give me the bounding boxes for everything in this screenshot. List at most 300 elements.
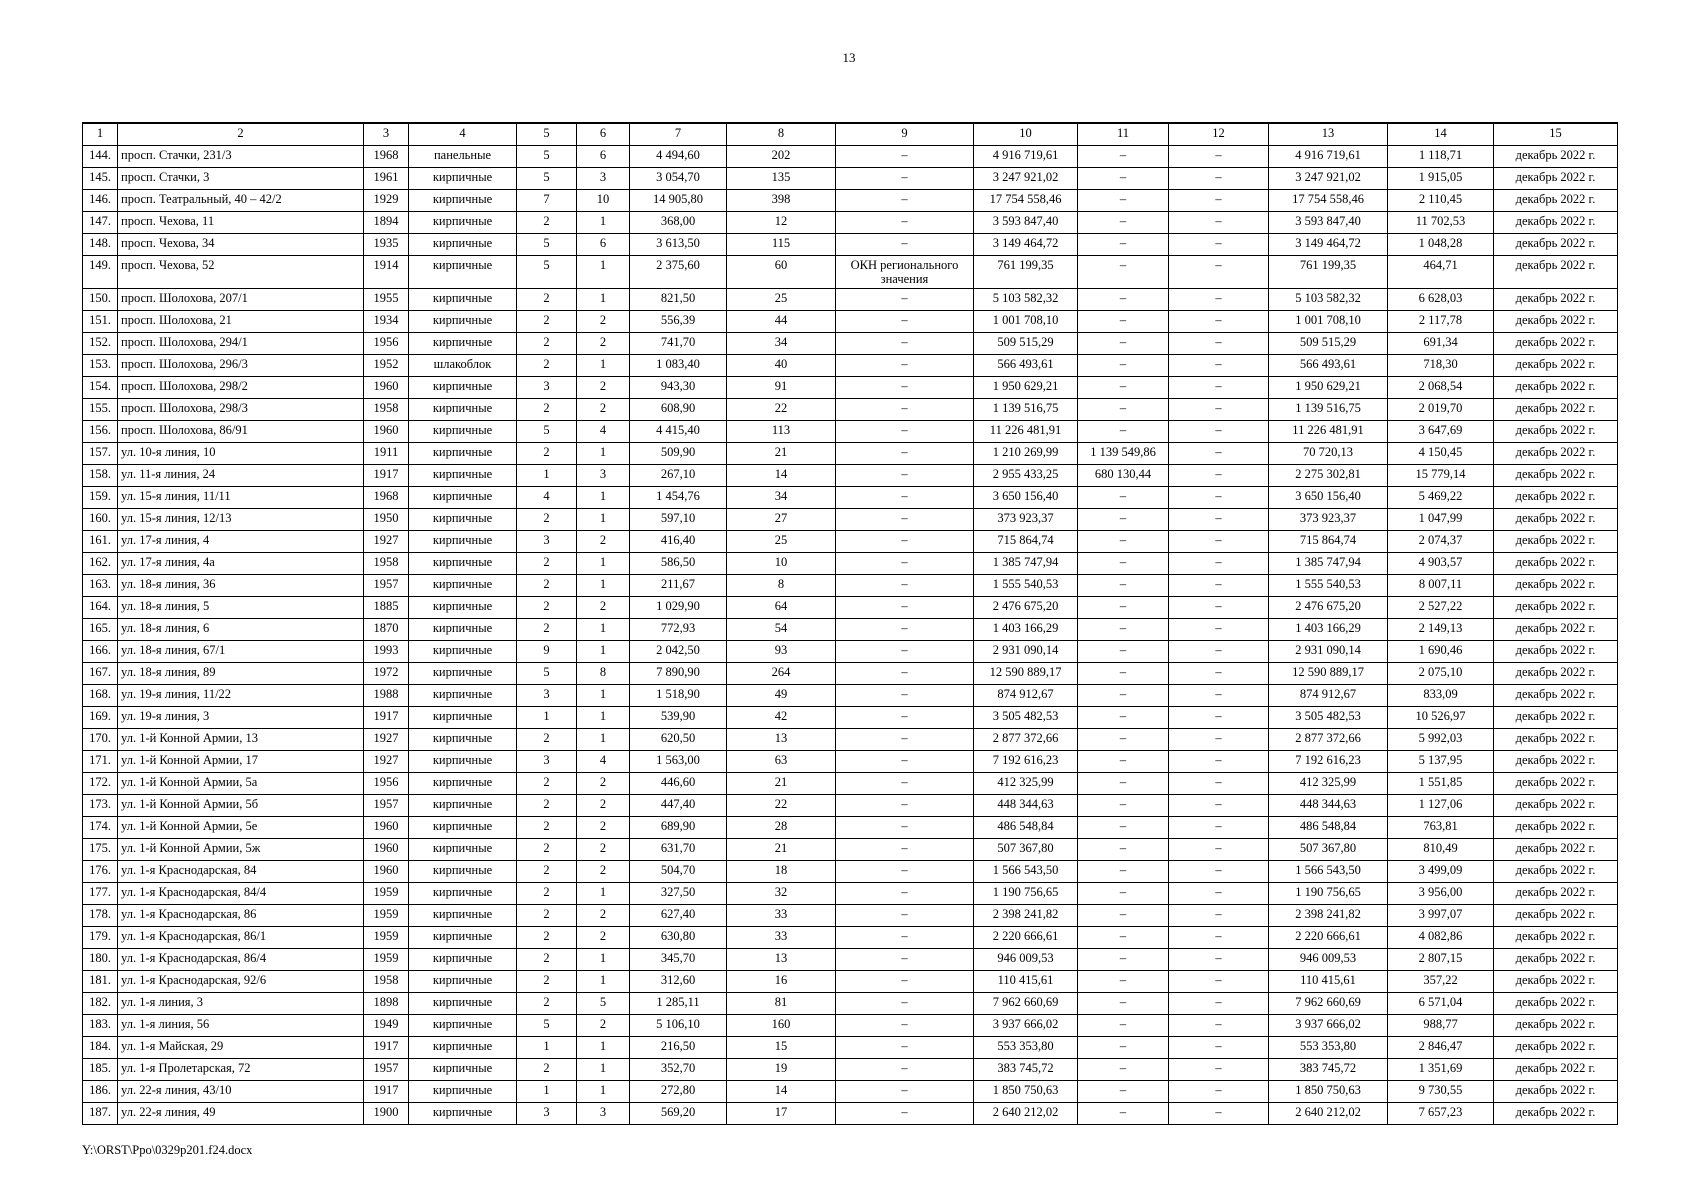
table-cell: – — [1078, 839, 1169, 861]
table-row — [83, 311, 1618, 333]
table-cell: 1 563,00 — [630, 751, 727, 773]
table-cell: – — [1078, 146, 1169, 168]
table-cell: 1927 — [364, 729, 409, 751]
table-cell: 2 — [577, 861, 630, 883]
table-cell: 22 — [727, 399, 836, 421]
table-cell: 2 — [577, 597, 630, 619]
table-cell: ул. 1-я Краснодарская, 86 — [118, 905, 364, 927]
table-cell: 1 139 516,75 — [1269, 399, 1388, 421]
table-cell: – — [1078, 333, 1169, 355]
table-cell: 412 325,99 — [974, 773, 1078, 795]
table-cell: 2 074,37 — [1388, 531, 1494, 553]
table-cell: 2 846,47 — [1388, 1037, 1494, 1059]
table-cell: – — [1078, 597, 1169, 619]
table-cell: – — [836, 168, 974, 190]
table-cell: кирпичные — [409, 509, 517, 531]
table-cell: 9 730,55 — [1388, 1081, 1494, 1103]
table-cell: 5 103 582,32 — [1269, 289, 1388, 311]
table-cell: – — [836, 861, 974, 883]
table-cell: 1968 — [364, 487, 409, 509]
table-cell: 153. — [83, 355, 118, 377]
table-row — [83, 465, 1618, 487]
table-cell: – — [836, 619, 974, 641]
table-cell: 1960 — [364, 377, 409, 399]
table-cell: 170. — [83, 729, 118, 751]
table-cell: декабрь 2022 г. — [1494, 421, 1618, 443]
table-cell: – — [1169, 421, 1269, 443]
table-cell: декабрь 2022 г. — [1494, 1015, 1618, 1037]
table-cell: 509 515,29 — [1269, 333, 1388, 355]
table-cell: декабрь 2022 г. — [1494, 861, 1618, 883]
table-cell: – — [1169, 1081, 1269, 1103]
table-cell: декабрь 2022 г. — [1494, 509, 1618, 531]
table-row — [83, 575, 1618, 597]
table-cell: 539,90 — [630, 707, 727, 729]
table-cell: 1 — [577, 883, 630, 905]
table-cell: 1 385 747,94 — [1269, 553, 1388, 575]
table-cell: кирпичные — [409, 443, 517, 465]
table-row — [83, 487, 1618, 509]
table-cell: 946 009,53 — [1269, 949, 1388, 971]
table-cell: – — [836, 685, 974, 707]
table-cell: 368,00 — [630, 212, 727, 234]
table-cell: кирпичные — [409, 927, 517, 949]
table-cell: 149. — [83, 256, 118, 289]
table-cell: – — [836, 212, 974, 234]
page-number: 13 — [842, 50, 856, 65]
table-cell: 158. — [83, 465, 118, 487]
table-cell: 2 — [517, 971, 577, 993]
table-cell: декабрь 2022 г. — [1494, 685, 1618, 707]
table-cell: – — [836, 377, 974, 399]
table-cell: 761 199,35 — [974, 256, 1078, 289]
table-cell: 2 — [517, 311, 577, 333]
table-row — [83, 168, 1618, 190]
table-cell: 7 192 616,23 — [974, 751, 1078, 773]
table-row — [83, 795, 1618, 817]
table-row — [83, 190, 1618, 212]
table-body — [83, 146, 1618, 1125]
table-cell: 2 068,54 — [1388, 377, 1494, 399]
table-cell: 3 — [517, 377, 577, 399]
table-cell: 49 — [727, 685, 836, 707]
table-cell: кирпичные — [409, 817, 517, 839]
table-cell: 3 937 666,02 — [974, 1015, 1078, 1037]
table-cell: 507 367,80 — [1269, 839, 1388, 861]
table-cell: 167. — [83, 663, 118, 685]
table-cell: – — [1169, 751, 1269, 773]
table-cell: – — [1169, 597, 1269, 619]
table-cell: – — [836, 509, 974, 531]
column-header: 12 — [1169, 123, 1269, 146]
table-cell: 1917 — [364, 465, 409, 487]
table-cell: 3 956,00 — [1388, 883, 1494, 905]
table-cell: кирпичные — [409, 751, 517, 773]
table-cell: 25 — [727, 531, 836, 553]
table-cell: 1 850 750,63 — [1269, 1081, 1388, 1103]
table-cell: ул. 19-я линия, 11/22 — [118, 685, 364, 707]
table-cell: ул. 11-я линия, 24 — [118, 465, 364, 487]
table-cell: 5 469,22 — [1388, 487, 1494, 509]
table-cell: 448 344,63 — [1269, 795, 1388, 817]
table-cell: 1 — [577, 641, 630, 663]
table-cell: – — [1078, 399, 1169, 421]
table-cell: просп. Шолохова, 298/2 — [118, 377, 364, 399]
table-cell: – — [1169, 707, 1269, 729]
table-cell: 2 — [577, 399, 630, 421]
table-row — [83, 531, 1618, 553]
table-cell: 10 — [727, 553, 836, 575]
table-cell: 187. — [83, 1103, 118, 1125]
table-cell: 2 — [577, 1015, 630, 1037]
table-cell: 383 745,72 — [974, 1059, 1078, 1081]
table-cell: – — [1078, 795, 1169, 817]
table-cell: 267,10 — [630, 465, 727, 487]
table-cell: 40 — [727, 355, 836, 377]
table-cell: 135 — [727, 168, 836, 190]
table-cell: 1 — [577, 289, 630, 311]
table-cell: декабрь 2022 г. — [1494, 355, 1618, 377]
table-cell: – — [836, 553, 974, 575]
table-cell: 151. — [83, 311, 118, 333]
column-header: 4 — [409, 123, 517, 146]
table-cell: 4 — [577, 421, 630, 443]
table-cell: 146. — [83, 190, 118, 212]
table-cell: декабрь 2022 г. — [1494, 817, 1618, 839]
table-cell: декабрь 2022 г. — [1494, 399, 1618, 421]
table-cell: просп. Чехова, 11 — [118, 212, 364, 234]
table-cell: 1 385 747,94 — [974, 553, 1078, 575]
table-cell: – — [1169, 256, 1269, 289]
table-cell: кирпичные — [409, 773, 517, 795]
table-cell: 1961 — [364, 168, 409, 190]
table-cell: ул. 1-я Краснодарская, 86/1 — [118, 927, 364, 949]
table-row — [83, 421, 1618, 443]
table-cell: 11 226 481,91 — [974, 421, 1078, 443]
table-cell: 2 398 241,82 — [974, 905, 1078, 927]
table-cell: 70 720,13 — [1269, 443, 1388, 465]
table-cell: 162. — [83, 553, 118, 575]
table-cell: 1870 — [364, 619, 409, 641]
table-cell: 1 915,05 — [1388, 168, 1494, 190]
table-cell: шлакоблок — [409, 355, 517, 377]
table-cell: – — [1078, 663, 1169, 685]
table-row — [83, 1059, 1618, 1081]
table-cell: – — [836, 993, 974, 1015]
table-cell: – — [1169, 311, 1269, 333]
table-cell: – — [836, 531, 974, 553]
table-cell: 2 955 433,25 — [974, 465, 1078, 487]
table-cell: 2 — [517, 597, 577, 619]
table-cell: 3 247 921,02 — [1269, 168, 1388, 190]
table-cell: 4 916 719,61 — [1269, 146, 1388, 168]
table-cell: 1 139 549,86 — [1078, 443, 1169, 465]
table-row — [83, 729, 1618, 751]
table-cell: 2 640 212,02 — [974, 1103, 1078, 1125]
table-cell: декабрь 2022 г. — [1494, 531, 1618, 553]
table-cell: – — [1078, 641, 1169, 663]
table-cell: 202 — [727, 146, 836, 168]
table-cell: – — [1169, 234, 1269, 256]
column-header: 9 — [836, 123, 974, 146]
table-cell: кирпичные — [409, 861, 517, 883]
table-cell: 180. — [83, 949, 118, 971]
table-cell: кирпичные — [409, 289, 517, 311]
table-cell: 2 — [517, 949, 577, 971]
table-cell: 4 150,45 — [1388, 443, 1494, 465]
table-cell: 17 754 558,46 — [974, 190, 1078, 212]
table-cell: 2 — [577, 531, 630, 553]
table-cell: 163. — [83, 575, 118, 597]
table-cell: 2 — [517, 1059, 577, 1081]
table-cell: 448 344,63 — [974, 795, 1078, 817]
table-cell: 2 — [517, 619, 577, 641]
table-cell: кирпичные — [409, 1059, 517, 1081]
table-cell: – — [1169, 839, 1269, 861]
table-cell: 3 — [577, 465, 630, 487]
table-cell: – — [1169, 1103, 1269, 1125]
table-cell: ул. 22-я линия, 49 — [118, 1103, 364, 1125]
table-cell: кирпичные — [409, 993, 517, 1015]
table-cell: 3 — [577, 168, 630, 190]
table-cell: 7 657,23 — [1388, 1103, 1494, 1125]
table-cell: просп. Шолохова, 294/1 — [118, 333, 364, 355]
table-cell: ул. 1-я линия, 3 — [118, 993, 364, 1015]
table-cell: 4 082,86 — [1388, 927, 1494, 949]
table-row — [83, 597, 1618, 619]
table-row — [83, 256, 1618, 289]
table-cell: 3 650 156,40 — [974, 487, 1078, 509]
table-cell: 5 106,10 — [630, 1015, 727, 1037]
table-cell: декабрь 2022 г. — [1494, 839, 1618, 861]
table-cell: 3 613,50 — [630, 234, 727, 256]
table-cell: 383 745,72 — [1269, 1059, 1388, 1081]
table-cell: 763,81 — [1388, 817, 1494, 839]
table-cell: кирпичные — [409, 311, 517, 333]
table-cell: – — [836, 927, 974, 949]
table-cell: просп. Шолохова, 21 — [118, 311, 364, 333]
table-cell: – — [1078, 949, 1169, 971]
table-cell: – — [836, 289, 974, 311]
table-cell: 19 — [727, 1059, 836, 1081]
table-cell: кирпичные — [409, 531, 517, 553]
table-cell: – — [1169, 1037, 1269, 1059]
table-cell: – — [1078, 773, 1169, 795]
table-cell: 175. — [83, 839, 118, 861]
table-cell: кирпичные — [409, 597, 517, 619]
table-cell: 3 997,07 — [1388, 905, 1494, 927]
table-cell: 2 527,22 — [1388, 597, 1494, 619]
table-cell: – — [1169, 773, 1269, 795]
column-header: 11 — [1078, 123, 1169, 146]
table-cell: 179. — [83, 927, 118, 949]
table-row — [83, 663, 1618, 685]
table-cell: 3 937 666,02 — [1269, 1015, 1388, 1037]
table-cell: 2 220 666,61 — [974, 927, 1078, 949]
table-cell: – — [1169, 146, 1269, 168]
table-cell: 169. — [83, 707, 118, 729]
file-path-footer: Y:\ORST\Ppo\0329p201.f24.docx — [82, 1143, 253, 1157]
table-cell: 715 864,74 — [974, 531, 1078, 553]
table-cell: 2 476 675,20 — [974, 597, 1078, 619]
table-cell: – — [1078, 1103, 1169, 1125]
table-cell: декабрь 2022 г. — [1494, 1037, 1618, 1059]
table-cell: 14 — [727, 465, 836, 487]
table-cell: 3 — [517, 685, 577, 707]
table-cell: декабрь 2022 г. — [1494, 168, 1618, 190]
table-cell: кирпичные — [409, 641, 517, 663]
table-cell: 33 — [727, 905, 836, 927]
table-cell: 620,50 — [630, 729, 727, 751]
table-cell: 5 — [577, 993, 630, 1015]
table-cell: 1 — [517, 707, 577, 729]
table-cell: 181. — [83, 971, 118, 993]
table-cell: 159. — [83, 487, 118, 509]
table-cell: – — [1169, 905, 1269, 927]
table-cell: 185. — [83, 1059, 118, 1081]
table-cell: 3 149 464,72 — [974, 234, 1078, 256]
table-cell: 447,40 — [630, 795, 727, 817]
table-cell: – — [836, 399, 974, 421]
table-cell: кирпичные — [409, 256, 517, 289]
table-cell: 1 403 166,29 — [974, 619, 1078, 641]
table-cell: – — [836, 234, 974, 256]
table-cell: 1917 — [364, 1037, 409, 1059]
table-cell: 2 — [517, 861, 577, 883]
table-row — [83, 861, 1618, 883]
table-cell: 569,20 — [630, 1103, 727, 1125]
table-cell: – — [1169, 861, 1269, 883]
table-cell: 1949 — [364, 1015, 409, 1037]
table-cell: – — [1169, 168, 1269, 190]
table-row — [83, 839, 1618, 861]
table-cell: 2 931 090,14 — [1269, 641, 1388, 663]
table-cell: 1993 — [364, 641, 409, 663]
column-header: 14 — [1388, 123, 1494, 146]
table-cell: – — [1169, 927, 1269, 949]
table-cell: 689,90 — [630, 817, 727, 839]
table-cell: кирпичные — [409, 795, 517, 817]
table-cell: 327,50 — [630, 883, 727, 905]
table-cell: – — [836, 883, 974, 905]
table-cell: – — [1169, 355, 1269, 377]
table-row — [83, 289, 1618, 311]
table-cell: – — [1078, 256, 1169, 289]
table-cell: – — [1078, 575, 1169, 597]
table-cell: 2 — [577, 377, 630, 399]
table-cell: декабрь 2022 г. — [1494, 729, 1618, 751]
table-row — [83, 234, 1618, 256]
table-cell: 168. — [83, 685, 118, 707]
table-cell: 2 — [517, 575, 577, 597]
table-cell: 7 192 616,23 — [1269, 751, 1388, 773]
table-cell: ул. 1-я Краснодарская, 84 — [118, 861, 364, 883]
table-cell: 6 — [577, 234, 630, 256]
table-cell: 1959 — [364, 927, 409, 949]
table-cell: 18 — [727, 861, 836, 883]
table-cell: – — [836, 1103, 974, 1125]
table-cell: 1959 — [364, 949, 409, 971]
table-cell: 3 647,69 — [1388, 421, 1494, 443]
table-cell: – — [1078, 927, 1169, 949]
table-cell: 833,09 — [1388, 685, 1494, 707]
table-cell: 988,77 — [1388, 1015, 1494, 1037]
table-cell: просп. Театральный, 40 – 42/2 — [118, 190, 364, 212]
table-cell: 2 476 675,20 — [1269, 597, 1388, 619]
table-cell: 1960 — [364, 839, 409, 861]
table-cell: 21 — [727, 839, 836, 861]
table-cell: 1 — [577, 619, 630, 641]
table-cell: 1 190 756,65 — [974, 883, 1078, 905]
table-cell: 8 — [727, 575, 836, 597]
table-cell: 312,60 — [630, 971, 727, 993]
table-cell: 553 353,80 — [1269, 1037, 1388, 1059]
column-header: 6 — [577, 123, 630, 146]
table-cell: 7 962 660,69 — [1269, 993, 1388, 1015]
table-cell: – — [1169, 531, 1269, 553]
table-cell: декабрь 2022 г. — [1494, 883, 1618, 905]
table-cell: – — [836, 421, 974, 443]
table-cell: 486 548,84 — [1269, 817, 1388, 839]
table-cell: ул. 18-я линия, 89 — [118, 663, 364, 685]
table-cell: 272,80 — [630, 1081, 727, 1103]
table-cell: 9 — [517, 641, 577, 663]
table-row — [83, 883, 1618, 905]
table-row — [83, 971, 1618, 993]
table-row — [83, 905, 1618, 927]
table-cell: 54 — [727, 619, 836, 641]
table-cell: – — [1169, 333, 1269, 355]
table-cell: – — [836, 355, 974, 377]
table-cell: 1 190 756,65 — [1269, 883, 1388, 905]
table-cell: 4 — [577, 751, 630, 773]
table-row — [83, 146, 1618, 168]
table-cell: – — [836, 707, 974, 729]
table-row — [83, 509, 1618, 531]
column-header: 3 — [364, 123, 409, 146]
table-cell: 553 353,80 — [974, 1037, 1078, 1059]
table-cell: 145. — [83, 168, 118, 190]
table-cell: 3 650 156,40 — [1269, 487, 1388, 509]
column-header: 2 — [118, 123, 364, 146]
table-cell: 91 — [727, 377, 836, 399]
housing-register-table — [82, 122, 1618, 1125]
table-cell: 1 127,06 — [1388, 795, 1494, 817]
table-cell: – — [836, 971, 974, 993]
table-cell: 2 110,45 — [1388, 190, 1494, 212]
table-cell: 2 — [517, 773, 577, 795]
table-cell: – — [836, 839, 974, 861]
table-cell: 14 905,80 — [630, 190, 727, 212]
table-cell: просп. Чехова, 34 — [118, 234, 364, 256]
table-cell: 182. — [83, 993, 118, 1015]
table-cell: 172. — [83, 773, 118, 795]
table-cell: 504,70 — [630, 861, 727, 883]
table-row — [83, 399, 1618, 421]
table-cell: 3 149 464,72 — [1269, 234, 1388, 256]
table-cell: просп. Стачки, 3 — [118, 168, 364, 190]
table-cell: 2 019,70 — [1388, 399, 1494, 421]
table-cell: 150. — [83, 289, 118, 311]
table-cell: 2 — [517, 839, 577, 861]
table-cell: ул. 17-я линия, 4 — [118, 531, 364, 553]
table-cell: 1959 — [364, 905, 409, 927]
table-cell: 3 505 482,53 — [974, 707, 1078, 729]
table-cell: 148. — [83, 234, 118, 256]
table-cell: – — [1169, 663, 1269, 685]
table-cell: 1957 — [364, 795, 409, 817]
table-cell: – — [1169, 971, 1269, 993]
